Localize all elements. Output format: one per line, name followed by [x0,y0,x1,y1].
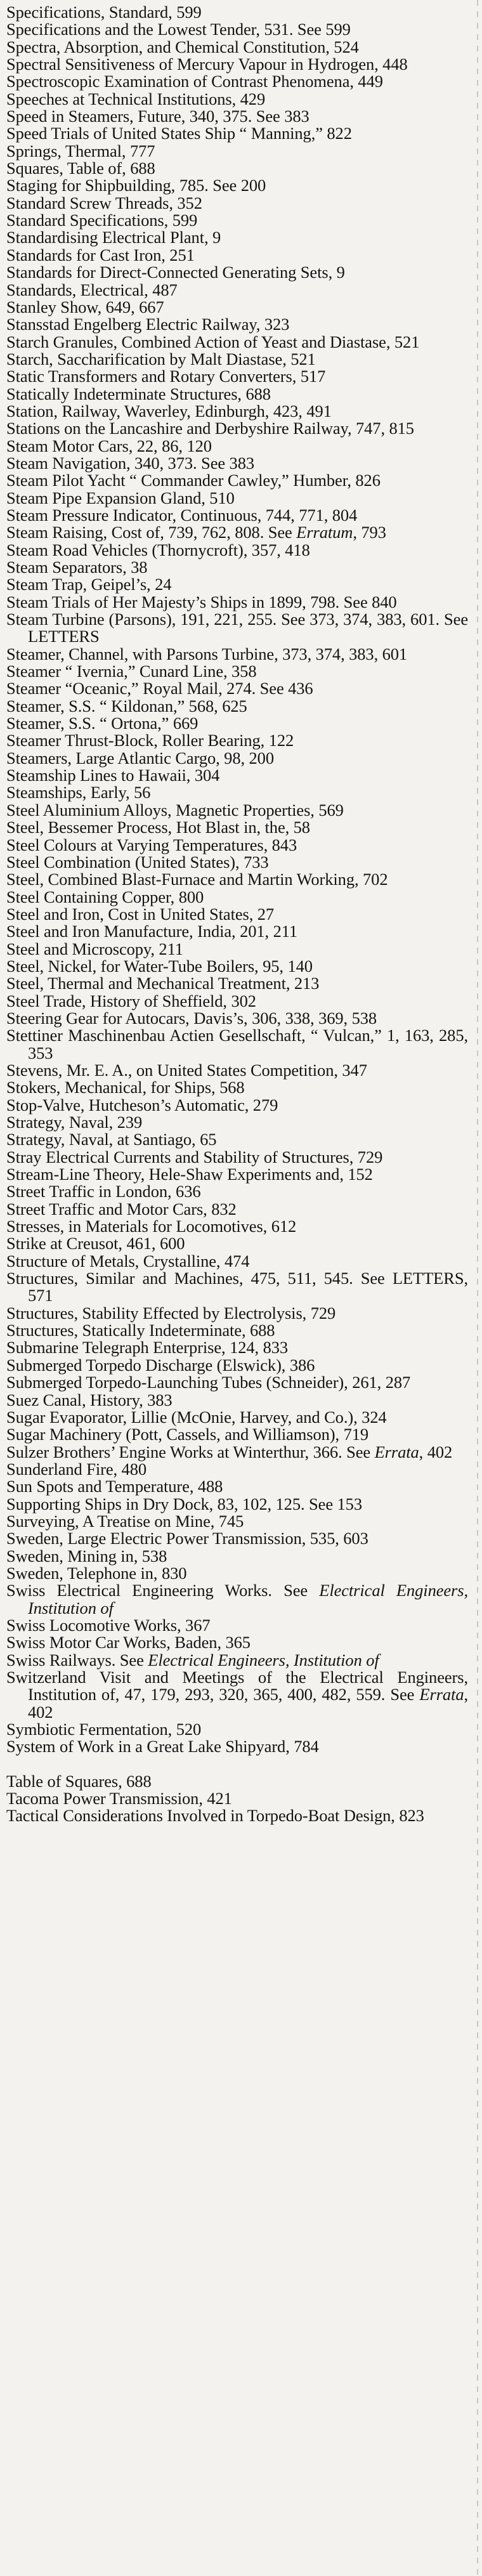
entry-text: Swiss Electrical Engineering Works. See [6,1581,320,1600]
index-entry [6,819,468,836]
entry-text: Steering Gear for Autocars, Davis’s, 306, 338, 369, 538 [6,1008,377,1028]
entry-text: Steel Colours at Varying Temperatures, 843 [6,835,297,854]
index-entry [6,91,468,108]
index-entry [6,837,468,854]
entry-text: Strike at Creusot, 461, 600 [6,1234,185,1253]
entry-text: Standard Specifications, 599 [6,211,198,230]
entry-text: Stream-Line Theory, Hele-Shaw Experiments and, 152 [6,1165,373,1184]
index-entry [6,143,468,160]
entry-text: Stanley Show, 649, 667 [6,297,164,317]
entry-italic-ref: Electrical Engineers, Institution of [148,1650,379,1670]
entry-text: Statically Indeterminate Structures, 688 [6,384,271,403]
entry-text: Static Transformers and Rotary Converters, 517 [6,367,326,386]
index-entry [6,594,468,611]
entry-text: Standards, Electrical, 487 [6,280,178,299]
entry-text: Starch Granules, Combined Action of Yeast and Diastase, 521 [6,332,420,351]
entry-page-ref: , 793 [353,523,386,542]
index-entry [6,177,468,194]
index-entry [6,1513,468,1530]
entry-text: Stansstad Engelberg Electric Railway, 323 [6,315,290,334]
entry-text: Spectra, Absorption, and Chemical Constitution, 524 [6,37,359,56]
entry-text: Steel Trade, History of Sheffield, 302 [6,991,256,1010]
entry-page-ref: , 402 [28,1685,468,1722]
index-entry [6,490,468,507]
entry-text: Spectroscopic Examination of Contrast Phenomena, 449 [6,72,383,91]
index-entry [6,1166,468,1183]
index-entry [6,1496,468,1513]
entry-text: Surveying, A Treatise on Mine, 745 [6,1511,244,1531]
entry-text: Steam Motor Cars, 22, 86, 120 [6,436,212,455]
entry-italic-ref: Errata [419,1685,464,1704]
entry-text: Standards for Direct-Connected Generating Sets, 9 [6,263,345,282]
index-entry [6,386,468,403]
index-entry [6,1807,468,1824]
index-entry [6,1582,468,1617]
entry-italic-ref: Electrical Engineers, Institution of [28,1581,468,1618]
entry-text: Standards for Cast Iron, 251 [6,245,195,265]
index-entry [6,1548,468,1565]
entry-text: Sugar Evaporator, Lillie (McOnie, Harvey, and Co.), 324 [6,1407,387,1427]
index-entry [6,1079,468,1096]
index-entry [6,264,468,281]
entry-text: Speed in Steamers, Future, 340, 375. See 383 [6,107,309,126]
index-entry [6,229,468,246]
entry-text: Stokers, Mechanical, for Ships, 568 [6,1078,245,1097]
index-entry [6,715,468,732]
index-entry [6,1565,468,1582]
entry-text: Steel and Microscopy, 211 [6,939,183,958]
entry-text: Steam Trap, Geipel’s, 24 [6,575,172,594]
entry-text: Standardising Electrical Plant, 9 [6,228,221,247]
index-entry [6,1357,468,1374]
index-entry [6,438,468,455]
index-entry [6,351,468,368]
index-entry [6,1131,468,1148]
index-entry [6,732,468,749]
entry-text: Steamer “ Ivernia,” Cunard Line, 358 [6,662,257,681]
index-entry [6,403,468,420]
index-entry [6,212,468,229]
index-entry [6,1339,468,1356]
entry-text: Stations on the Lancashire and Derbyshire Railway, 747, 815 [6,419,414,438]
entry-text: Swiss Railways. See [6,1650,148,1670]
index-entry [6,1010,468,1027]
index-entry [6,958,468,975]
index-entry [6,698,468,715]
entry-text: Steam Pipe Expansion Gland, 510 [6,488,235,507]
index-entry [6,299,468,316]
entry-text: Strategy, Naval, at Santiago, 65 [6,1130,217,1149]
entry-text: Steam Raising, Cost of, 739, 762, 808. See [6,523,297,542]
entry-text: Steamer “Oceanic,” Royal Mail, 274. See 436 [6,679,313,698]
index-entry [6,646,468,663]
index-entry [6,663,468,680]
entry-text: Strategy, Naval, 239 [6,1113,143,1132]
entry-text: Structures, Stability Effected by Electrolysis, 729 [6,1303,336,1323]
index-entry [6,420,468,437]
entry-text: Speed Trials of United States Ship “ Manning,” 822 [6,124,352,143]
index-entry [6,455,468,472]
entry-text: Specifications, Standard, 599 [6,3,202,22]
index-entry [6,1738,468,1755]
entry-text: Steam Pilot Yacht “ Commander Cawley,” Humber, 826 [6,471,381,490]
entry-text: Steam Road Vehicles (Thornycroft), 357, 418 [6,540,310,559]
index-entry [6,1114,468,1131]
index-entry [6,871,468,888]
index-entry [6,1305,468,1322]
entry-text: Steel and Iron, Cost in United States, 27 [6,904,275,924]
entry-text: Street Traffic and Motor Cars, 832 [6,1199,237,1219]
index-entry [6,1235,468,1252]
entry-text: Standard Screw Threads, 352 [6,193,202,212]
index-entry [6,1530,468,1547]
index-entry [6,576,468,593]
index-entry [6,4,468,21]
entry-text: Stettiner Maschinenbau Actien Gesellschaft, “ Vulcan,” 1, 163, 285, 353 [6,1026,468,1062]
index-entry [6,1322,468,1339]
index-entry [6,1201,468,1218]
entry-text: Symbiotic Fermentation, 520 [6,1720,202,1739]
entry-text: Steam Separators, 38 [6,558,148,577]
entry-italic-ref: Errata [374,1442,419,1461]
index-entry [6,282,468,299]
index-entry [6,195,468,212]
index-entry [6,160,468,177]
entry-text: Structure of Metals, Crystalline, 474 [6,1251,250,1271]
entry-text: Swiss Motor Car Works, Baden, 365 [6,1633,251,1652]
entry-text: Table of Squares, 688 [6,1771,152,1791]
entry-text: Stresses, in Materials for Locomotives, 612 [6,1217,297,1236]
index-entry [6,524,468,541]
index-entry [6,906,468,923]
entry-text: Squares, Table of, 688 [6,159,155,178]
entry-text: Starch, Saccharification by Malt Diastase, 521 [6,349,316,369]
index-entry [6,1149,468,1166]
entry-text: Submerged Torpedo Discharge (Elswick), 386 [6,1355,315,1375]
entry-text: Staging for Shipbuilding, 785. See 200 [6,176,266,195]
index-entry [6,975,468,992]
index-entry [6,334,468,351]
entry-text: Switzerland Visit and Meetings of the Electrical Engineers, Institution of, 47, 179, 293, 320, 365, 400, 482, 559. See [6,1668,468,1704]
index-entry [6,108,468,125]
index-entry [6,1374,468,1391]
index-entry [6,1721,468,1738]
entry-text: Steel, Thermal and Mechanical Treatment, 213 [6,974,320,993]
entry-text: Station, Railway, Waverley, Edinburgh, 423, 491 [6,401,332,421]
entry-text: Steam Trials of Her Majesty’s Ships in 1899, 798. See 840 [6,592,397,611]
entry-text: Steamer, Channel, with Parsons Turbine, 373, 374, 383, 601 [6,644,408,664]
entry-text: Specifications and the Lowest Tender, 531. See 599 [6,20,351,39]
index-entry [6,802,468,819]
entry-text: Steel, Nickel, for Water-Tube Boilers, 95, 140 [6,956,313,976]
index-entry [6,923,468,940]
entry-text: Springs, Thermal, 777 [6,141,155,160]
entry-text: Speeches at Technical Institutions, 429 [6,89,266,108]
index-entry [6,941,468,958]
index-entry [6,56,468,73]
index-entry [6,1461,468,1478]
index-entry [6,316,468,333]
entry-text: Stevens, Mr. E. A., on United States Competition, 347 [6,1060,367,1080]
entry-text: Steel, Combined Blast-Furnace and Martin Working, 702 [6,870,388,889]
index-entry [6,854,468,871]
index-entry [6,1773,468,1790]
entry-text: Steam Pressure Indicator, Continuous, 744, 771, 804 [6,505,358,525]
entry-text: Steamships, Early, 56 [6,783,151,802]
index-entry [6,1027,468,1062]
index-entry [6,1270,468,1305]
entry-text: Steamers, Large Atlantic Cargo, 98, 200 [6,748,274,768]
entry-text: Swiss Locomotive Works, 367 [6,1615,211,1635]
entry-text: Steamer, S.S. “ Kildonan,” 568, 625 [6,696,247,716]
entry-text: Suez Canal, History, 383 [6,1390,173,1409]
index-column [6,4,468,1825]
entry-text: Submarine Telegraph Enterprise, 124, 833 [6,1338,289,1357]
entry-page-ref: , 402 [419,1442,453,1461]
index-entry [6,559,468,576]
index-entry [6,39,468,56]
index-entry [6,784,468,801]
index-entry [6,21,468,38]
column-rule [477,0,478,2576]
index-entry [6,680,468,697]
entry-text: Sun Spots and Temperature, 488 [6,1477,223,1496]
entry-text: Tactical Considerations Involved in Torpedo-Boat Design, 823 [6,1806,424,1826]
entry-text: Steel Aluminium Alloys, Magnetic Properties, 569 [6,800,344,820]
entry-text: Steam Navigation, 340, 373. See 383 [6,453,254,473]
index-entry [6,1790,468,1807]
entry-text: Steel and Iron Manufacture, India, 201, 211 [6,922,298,941]
entry-text: Steamer, S.S. “ Ortona,” 669 [6,714,199,733]
entry-text: Stop-Valve, Hutcheson’s Automatic, 279 [6,1095,278,1115]
index-entry [6,1617,468,1634]
entry-text: Sulzer Brothers’ Engine Works at Winterthur, 366. See [6,1442,375,1461]
entry-text: Steamship Lines to Hawaii, 304 [6,766,220,785]
index-entry [6,1444,468,1461]
entry-text: Steel Containing Copper, 800 [6,887,204,906]
index-entry [6,1062,468,1079]
index-entry [6,611,468,646]
entry-text: Stray Electrical Currents and Stability of Structures, 729 [6,1147,383,1167]
index-entry [6,767,468,784]
index-entry [6,1478,468,1495]
entry-text: Sweden, Mining in, 538 [6,1546,167,1566]
entry-text: Tacoma Power Transmission, 421 [6,1789,232,1808]
entry-text: Spectral Sensitiveness of Mercury Vapour in Hydrogen, 448 [6,55,408,74]
index-entry [6,1652,468,1669]
entry-text: Sunderland Fire, 480 [6,1459,147,1479]
index-entry [6,73,468,90]
entry-text: Supporting Ships in Dry Dock, 83, 102, 125. See 153 [6,1494,362,1514]
entry-text: Sweden, Large Electric Power Transmission, 535, 603 [6,1529,368,1548]
index-entry [6,1097,468,1114]
index-entry [6,1426,468,1443]
entry-text: Steamer Thrust-Block, Roller Bearing, 122 [6,731,294,750]
entry-italic-ref: Erratum [296,523,353,542]
entry-text: Street Traffic in London, 636 [6,1182,201,1201]
index-entry [6,1669,468,1721]
entry-text: Steel Combination (United States), 733 [6,852,269,872]
index-entry [6,542,468,559]
entry-text: Structures, Similar and Machines, 475, 511, 545. See LETTERS, 571 [6,1269,468,1305]
index-entry [6,507,468,524]
entry-text: Structures, Statically Indeterminate, 688 [6,1321,275,1340]
entry-text: Submerged Torpedo-Launching Tubes (Schneider), 261, 287 [6,1373,411,1392]
index-entry [6,1409,468,1426]
index-entry [6,1183,468,1200]
index-entry [6,125,468,142]
entry-text: Sweden, Telephone in, 830 [6,1563,187,1583]
index-entry [6,1218,468,1235]
index-entry [6,889,468,906]
index-entry [6,368,468,385]
entry-text: Sugar Machinery (Pott, Cassels, and Williamson), 719 [6,1425,369,1444]
entry-text: System of Work in a Great Lake Shipyard, 784 [6,1737,319,1756]
entry-text: Steel, Bessemer Process, Hot Blast in, the, 58 [6,818,310,837]
index-entry [6,247,468,264]
index-entry [6,472,468,489]
entry-text: Steam Turbine (Parsons), 191, 221, 255. See 373, 374, 383, 601. See LETTERS [6,610,468,646]
index-entry [6,1392,468,1409]
index-entry [6,1253,468,1270]
index-entry [6,750,468,767]
index-entry [6,993,468,1010]
index-entry [6,1634,468,1651]
